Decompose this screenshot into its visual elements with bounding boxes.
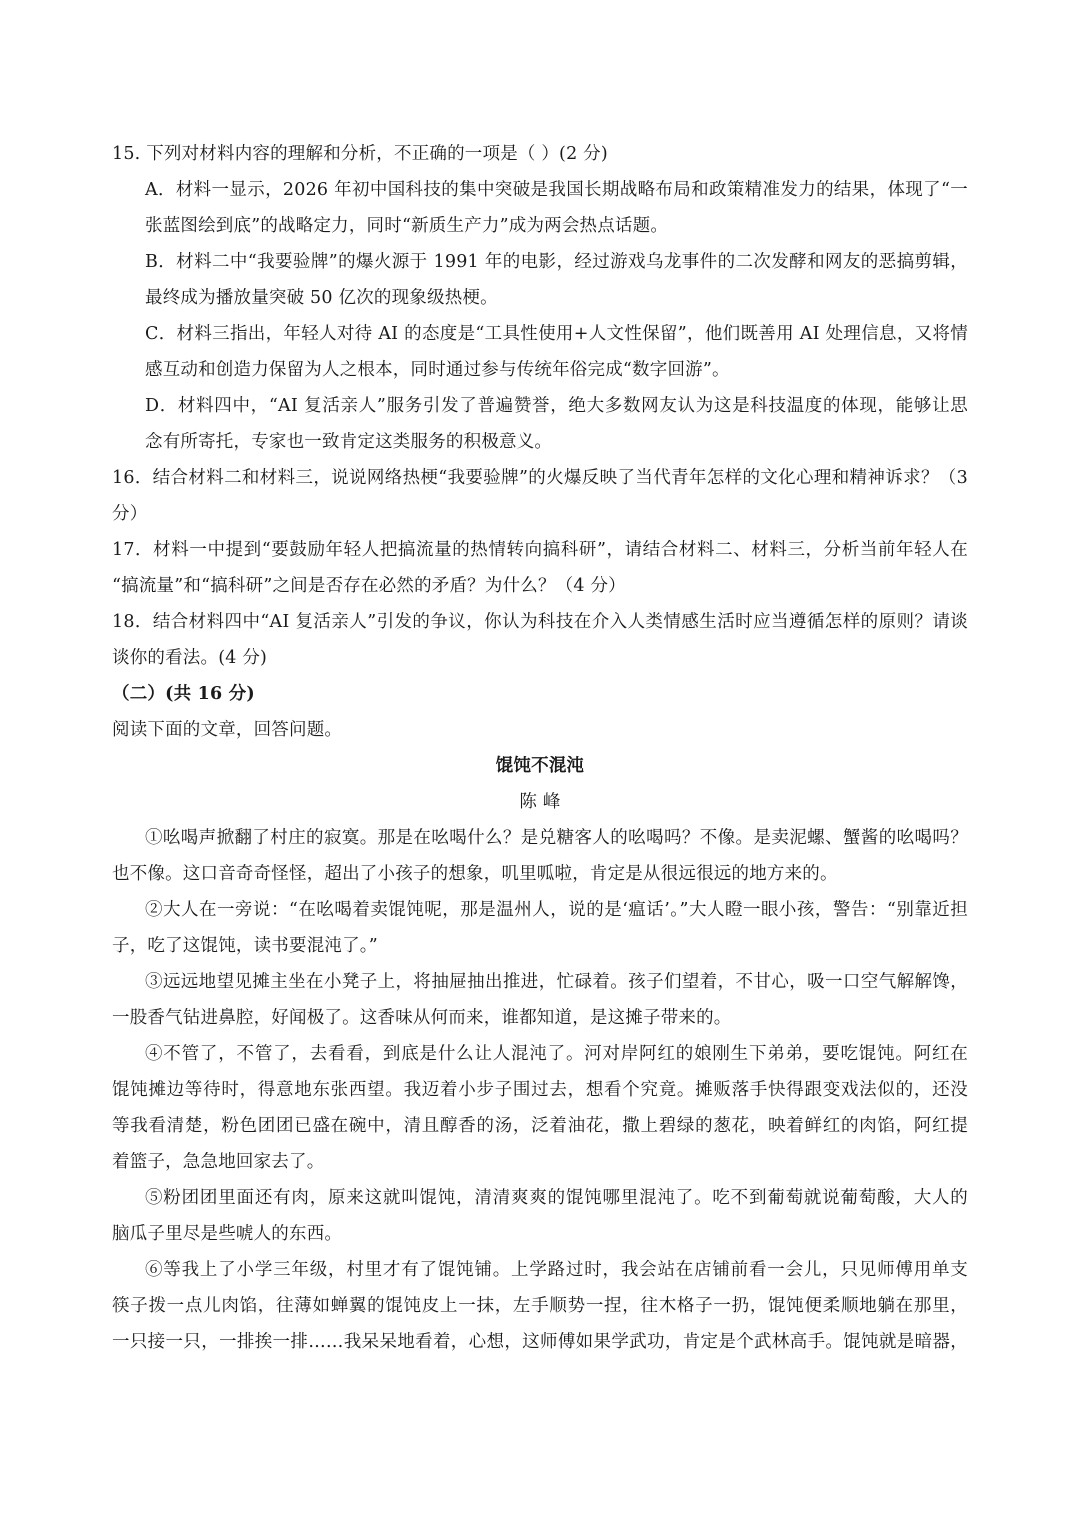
q15-option-d-line2: 念有所寄托，专家也一致肯定这类服务的积极意义。 [145, 432, 553, 452]
q15-option-d-line1: D．材料四中，“AI 复活亲人”服务引发了普遍赞誉，绝大多数网友认为这是科技温度的体现，能够让思 [145, 396, 968, 416]
paragraph-4-line4: 着篮子，急急地回家去了。 [112, 1152, 325, 1172]
q16-line2: 分） [112, 504, 148, 524]
paragraph-6-line3: 一只接一只，一排挨一排……我呆呆地看着，心想，这师傅如果学武功，肯定是个武林高手。馄饨就是暗器， [112, 1332, 968, 1352]
paragraph-3-line2: 一股香气钻进鼻腔，好闻极了。这香味从何而来，谁都知道，是这摊子带来的。 [112, 1008, 732, 1028]
q15-option-c-line2: 感互动和创造力保留为人之根本，同时通过参与传统年俗完成“数字回游”。 [145, 360, 730, 380]
section-heading: （二）(共 16 分) [112, 684, 255, 704]
paragraph-3-line1: ③远远地望见摊主坐在小凳子上，将抽屉抽出推进，忙碌着。孩子们望着，不甘心，吸一口空气解解馋， [145, 972, 968, 992]
paragraph-5-line2: 脑瓜子里尽是些唬人的东西。 [112, 1224, 343, 1244]
paragraph-2-line1: ②大人在一旁说：“在吆喝着卖馄饨呢，那是温州人，说的是‘瘟话’。”大人瞪一眼小孩，警告：“别靠近担 [145, 900, 968, 920]
q15-option-a-line2: 张蓝图绘到底”的战略定力，同时“新质生产力”成为两会热点话题。 [145, 216, 669, 236]
paragraph-4-line3: 等我看清楚，粉色团团已盛在碗中，清且醇香的汤，泛着油花，撒上碧绿的葱花，映着鲜红的肉馅，阿红提 [112, 1116, 968, 1136]
q17-line1: 17．材料一中提到“要鼓励年轻人把搞流量的热情转向搞科研”，请结合材料二、材料三，分析当前年轻人在 [112, 540, 968, 560]
paragraph-4-line1: ④不管了，不管了，去看看，到底是什么让人混沌了。河对岸阿红的娘刚生下弟弟，要吃馄饨。阿红在 [145, 1044, 968, 1064]
q15-option-a-line1: A．材料一显示，2026 年初中国科技的集中突破是我国长期战略布局和政策精准发力的结果，体现了“一 [145, 180, 968, 200]
q15-option-c-line1: C．材料三指出，年轻人对待 AI 的态度是“工具性使用+人文性保留”，他们既善用 AI 处理信息，又将情 [145, 324, 968, 344]
q16-line1: 16．结合材料二和材料三，说说网络热梗“我要验牌”的火爆反映了当代青年怎样的文化心理和精神诉求？（3 [112, 468, 968, 488]
paragraph-2-line2: 子，吃了这馄饨，读书要混沌了。” [112, 936, 378, 956]
paragraph-1-line1: ①吆喝声掀翻了村庄的寂寞。那是在吆喝什么？是兑糖客人的吆喝吗？不像。是卖泥螺、蟹酱的吆喝吗？ [145, 828, 968, 848]
paragraph-5-line1: ⑤粉团团里面还有肉，原来这就叫馄饨，清清爽爽的馄饨哪里混沌了。吃不到葡萄就说葡萄酸，大人的 [145, 1188, 968, 1208]
q17-line2: “搞流量”和“搞科研”之间是否存在必然的矛盾？为什么？（4 分） [112, 576, 626, 596]
article-author: 陈 峰 [519, 792, 561, 812]
q15-option-b-line1: B．材料二中“我要验牌”的爆火源于 1991 年的电影，经过游戏乌龙事件的二次发酵和网友的恶搞剪辑， [145, 252, 968, 272]
q15-stem: 15. 下列对材料内容的理解和分析，不正确的一项是（ ）(2 分) [112, 144, 608, 164]
paragraph-1-line2: 也不像。这口音奇奇怪怪，超出了小孩子的想象，叽里呱啦，肯定是从很远很远的地方来的。 [112, 864, 838, 884]
q18-line2: 谈你的看法。(4 分) [112, 648, 268, 668]
article-title: 馄饨不混沌 [495, 756, 585, 776]
q15-option-b-line2: 最终成为播放量突破 50 亿次的现象级热梗。 [145, 288, 498, 308]
paragraph-4-line2: 馄饨摊边等待时，得意地东张西望。我迈着小步子围过去，想看个究竟。摊贩落手快得跟变戏法似的，还没 [112, 1080, 968, 1100]
q18-line1: 18．结合材料四中“AI 复活亲人”引发的争议，你认为科技在介入人类情感生活时应当遵循怎样的原则？请谈 [112, 612, 968, 632]
paragraph-6-line1: ⑥等我上了小学三年级，村里才有了馄饨铺。上学路过时，我会站在店铺前看一会儿，只见师傅用单支 [145, 1260, 968, 1280]
paragraph-6-line2: 筷子拨一点儿肉馅，往薄如蝉翼的馄饨皮上一抹，左手顺势一捏，往木格子一扔，馄饨便柔顺地躺在那里， [112, 1296, 968, 1316]
section-instruction: 阅读下面的文章，回答问题。 [112, 720, 343, 740]
